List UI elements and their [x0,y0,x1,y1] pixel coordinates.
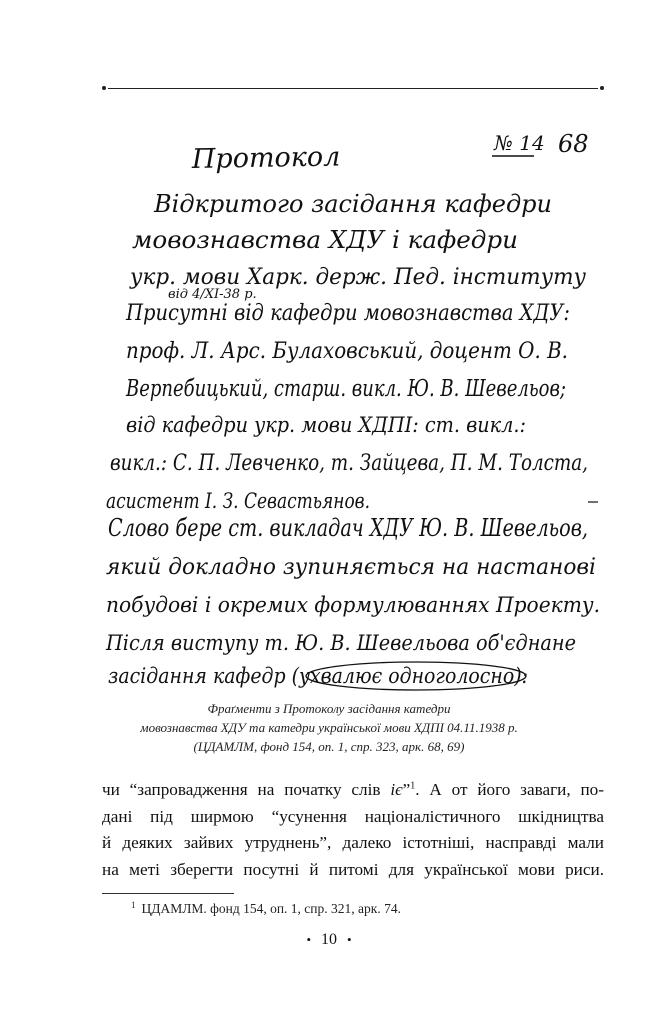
ms-line-1: Протокол [191,141,341,175]
top-ornamental-rule [102,86,604,92]
italic-letters: іє [390,780,403,799]
page-number [0,931,658,949]
ms-line-5: від 4/XI-38 р. [168,287,257,302]
caption-line-3: (ЦДАМЛМ, фонд 154, оп. 1, спр. 323, арк. 68, 69) [193,739,465,754]
body-line-4: на меті зберегти посутні й питомі для української мови риси. [102,859,604,879]
body-line-3: й деяких зайвих утруднень”, далеко істотніші, насправді мали [102,833,604,852]
rule-dot-left [102,86,106,90]
bullet-left: • [306,932,311,947]
caption-line-2: мовознавства ХДУ та катедри української мови ХДПІ 04.11.1938 р. [140,720,518,735]
ms-line-4: укр. мови Харк. держ. Пед. інституту [129,265,587,290]
ms-line-14: побудові і окремих формулюваннях Проекту. [106,593,600,617]
body-line-2: дані під ширмою “усунення націоналістичного шкідництва [102,806,604,826]
rule-dot-right [600,86,604,90]
ms-line-12: Слово бере ст. викладач ХДУ Ю. В. Шевельов, [108,514,588,542]
ms-line-7: проф. Л. Арс. Булаховський, доцент О. В. [126,339,568,364]
rule-line [108,88,598,89]
handwritten-protocol-image [96,118,610,688]
ms-line-9: від кафедри укр. мови ХДПІ: ст. викл.: [126,413,526,437]
ms-line-6: Присутні від кафедри мовознавства ХДУ: [125,301,570,326]
footnote [131,901,601,917]
body-line-1: чи “запровадження на початку слів іє”$^1$. А от його заваги, по- [102,780,604,799]
footnote-text: ЦДАМЛМ. фонд 154, оп. 1, спр. 321, арк. 74. [141,901,401,916]
page-number-value: 10 [321,931,337,948]
ms-line-2: Відкритого засідання кафедри [152,190,552,218]
figure-caption [60,699,598,756]
ms-line-10: викл.: С. П. Левченко, т. Зайцева, П. М. Толста, [110,451,588,476]
ms-line-16-visible: засідання кафедр (ухвалює одноголосно): [108,664,528,688]
footnote-marker: 1 [131,899,136,910]
footnote-ref[interactable]: 1 [410,780,416,792]
ms-line-15: Після виступу т. Ю. В. Шевельова об'єднане [105,631,576,655]
body-paragraph [102,777,604,883]
ms-line-8: Верпебицький, старш. викл. Ю. В. Шевельов; [125,376,566,402]
ms-page-ref: 68 [558,130,589,158]
bullet-right: • [347,932,352,947]
ms-number: № 14 [494,131,545,155]
footnote-separator [102,893,234,894]
caption-line-1: Фраґменти з Протоколу засідання катедри [207,701,451,716]
ms-line-3: мовознавства ХДУ і кафедри [132,226,518,254]
ms-line-11: асистент І. З. Севастьянов. [106,489,370,513]
ms-line-13: який докладно зупиняється на настанові [106,555,596,580]
